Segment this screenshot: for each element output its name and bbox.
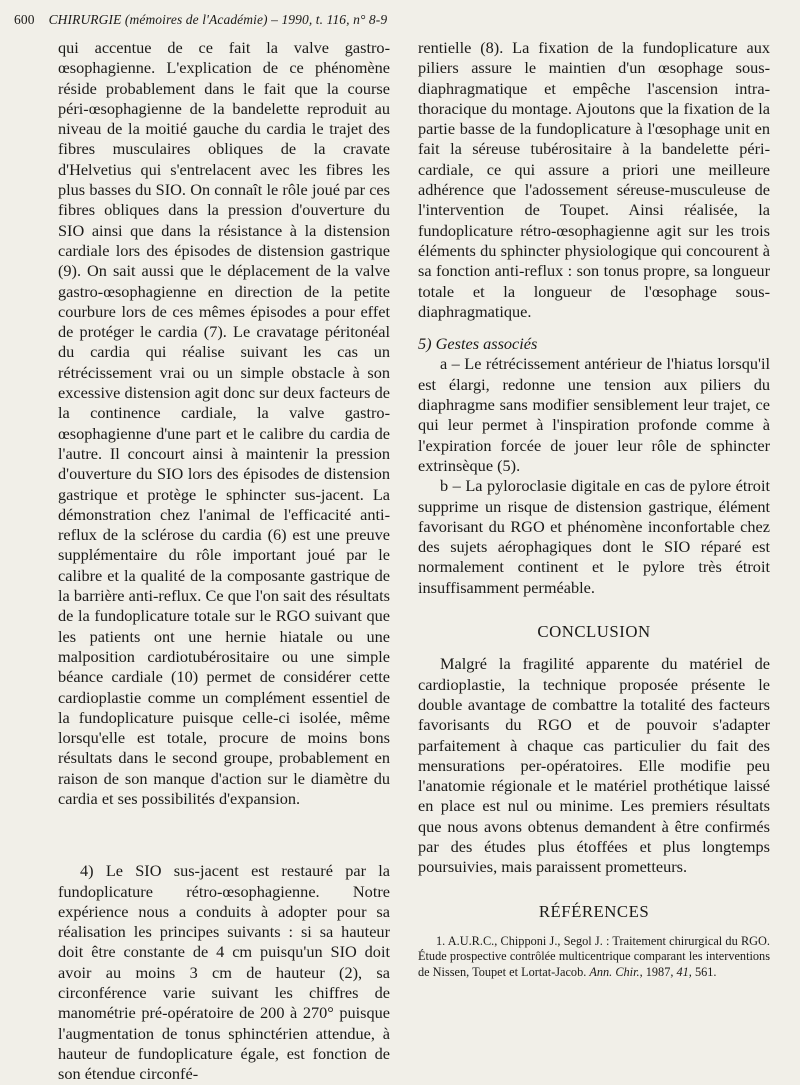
section-gap [418, 878, 770, 902]
left-paragraph-2: 4) Le SIO sus-jacent est restauré par la fundoplicature rétro-œsophagienne. Notre expérience nous a conduits à adopter pour sa réalisation les principes suivants : si sa hauteur doit être constante de 4 cm puisqu'un SIO doit avoir au moins 3 cm de hauteur (2), sa circonférence varie suivant les chiffres de manométrie pré-opératoire de 200 à 270° puisque l'augmentation de tonus sphinctérien attendue, à hauteur de fundoplicature égale, est fonction de son étendue circonfé- [58, 861, 390, 1084]
reference-1-main: 1. A.U.R.C., Chipponi J., Segol J. : Traitement chirurgical du RGO. Étude prospective contrôlée multicentrique comparant les interventions de Nissen, Toupet et Lortat-Jacob. [418, 933, 770, 980]
paragraph-gap [418, 322, 770, 334]
reference-1-year: 1987, [645, 965, 674, 980]
right-paragraph-2: a – Le rétrécissement antérieur de l'hiatus lorsqu'il est élargi, redonne une tension aux piliers du diaphragme sans modifier sensiblement leur trajet, ce qui leur permet à l'inspiration profonde comme à l'expiration forcée de jouer leur rôle de sphincter extrinsèque (5). [418, 354, 770, 475]
right-paragraph-3: b – La pyloroclasie digitale en cas de pylore étroit supprime un risque de distension gastrique, élément favorisant du RGO et phénomène inconfortable chez des sujets aérophagiques dont le SIO réparé est normalement continent et le pylore très étroit insuffisamment perméable. [418, 476, 770, 597]
right-column [418, 38, 770, 981]
references-heading: RÉFÉRENCES [538, 901, 650, 921]
section-gap [418, 642, 770, 654]
reference-1 [418, 934, 770, 981]
conclusion-heading: CONCLUSION [537, 622, 651, 642]
page-number: 600 [14, 12, 35, 27]
reference-1-volume: 41, [676, 965, 692, 980]
section-gap [418, 922, 770, 934]
reference-1-pages: 561. [694, 965, 717, 980]
section-gap [418, 598, 770, 622]
page-header [14, 12, 786, 34]
paragraph-gap [58, 809, 390, 861]
left-column [58, 38, 390, 1085]
left-paragraph-1: qui accentue de ce fait la valve gastro-œsophagienne. L'explication de ce phénomène réside probablement dans le fait que la course péri-œsophagienne de la bandelette reproduit au niveau de la moitié gauche du cardia le trajet des fibres musculaires obliques de la cravate d'Helvetius qui s'entrelacent avec les fibres les plus basses du SIO. On connaît le rôle joué par ces fibres obliques dans la pression d'ouverture du SIO ainsi que dans la résistance à la distension cardiale lors des épisodes de distension gastrique (9). On sait aussi que le déplacement de la valve gastro-œsophagienne en direction de la petite courbure lors de ces mêmes épisodes a pour effet de protéger le cardia (7). Le cravatage péritonéal du cardia qui réalise suivant les cas un rétrécissement vrai ou un simple obstacle à son excessive distension agit donc sur deux facteurs de la continence cardiale, la valve gastro-œsophagienne d'une part et le calibre du cardia de l'autre. Il concourt ainsi à maintenir la pression d'ouverture du SIO lors des épisodes de distension gastrique et protège le sphincter sus-jacent. La démonstration chez l'animal de l'efficacité anti-reflux de la sclérose du cardia (6) est une preuve supplémentaire du rôle important joué par le calibre et la qualité de la composante gastrique de la barrière anti-reflux. Ce que l'on sait des résultats de la fundoplicature totale sur le RGO suivant que les patients ont une hernie hiatale ou une malposition cardiotubérositaire ou une simple béance cardiale (10) permet de considérer cette cardioplastie comme un complément essentiel de la fundoplicature puisque celle-ci isolée, même lorsqu'elle est totale, procure de moins bons résultats dans le second groupe, probablement en raison de son manque d'action sur le diamètre du cardia et ses possibilités d'expansion. [58, 38, 390, 808]
subheading-gestes-associes: 5) Gestes associés [418, 334, 538, 354]
right-paragraph-1: rentielle (8). La fixation de la fundoplicature aux piliers assure le maintien d'un œsophage sous-diaphragmatique et empêche l'ascension intra-thoracique du montage. Ajoutons que la fixation de la partie basse de la fundoplicature à l'œsophage unit en fait la séreuse tubérositaire à la bandelette péri-cardiale, ce qui assure a priori une meilleure adhérence que l'adossement séreuse-musculeuse de l'intervention de Toupet. Ainsi réalisée, la fundoplicature rétro-œsophagienne agit sur les trois éléments du sphincter physiologique qui concourent à sa fonction anti-reflux : son tonus propre, sa longueur totale et la longueur de l'œsophage sous-diaphragmatique. [418, 38, 770, 321]
conclusion-paragraph: Malgré la fragilité apparente du matériel de cardioplastie, la technique proposée présente le double avantage de combattre la totalité des facteurs favorisants du RGO et de pouvoir s'adapter parfaitement à chaque cas particulier du fait des mensurations per-opératoires. Elle modifie peu l'anatomie régionale et le matériel prothétique laissé en place est nul ou minime. Les premiers résultats que nous avons obtenus demandent à être confirmés par des études plus étoffées et plus longtemps poursuivies, mais paraissent prometteurs. [418, 654, 770, 877]
reference-1-journal: Ann. Chir., [589, 965, 643, 980]
journal-title: CHIRURGIE (mémoires de l'Académie) – 1990, t. 116, n° 8-9 [48, 12, 388, 27]
